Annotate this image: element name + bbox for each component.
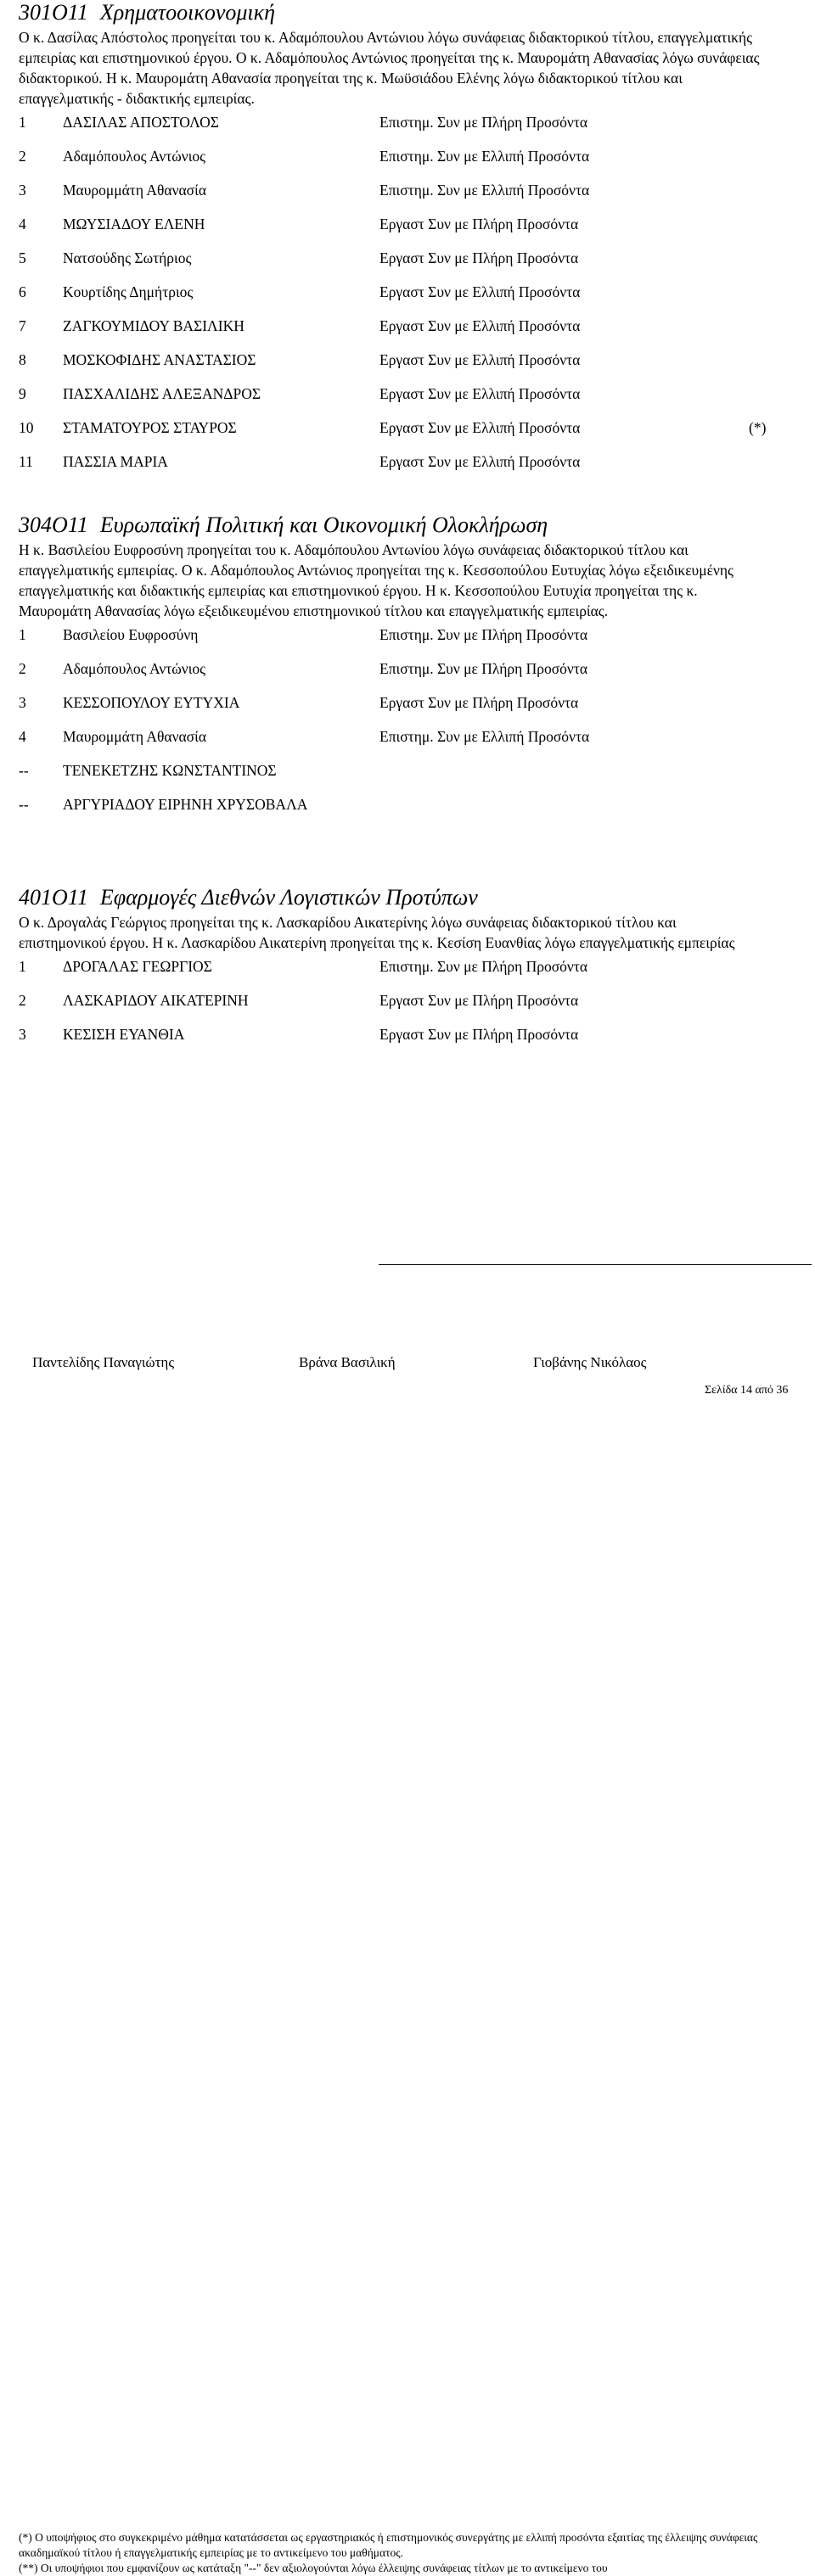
candidate-name: ΛΑΣΚΑΡΙΔΟΥ ΑΙΚΑΤΕΡΙΝΗ (63, 992, 249, 1009)
footnote-double-asterisk: (**) Οι υποψήφιοι που εμφανίζουν ως κατάταξη "--" δεν αξιολογούνται λόγω έλλειψης συνάφειας τίτλων με το αντικείμενο του (19, 2562, 608, 2574)
rank-number: 1 (19, 114, 26, 131)
course-code: 401Ο11 (19, 885, 88, 910)
ranking-row (19, 726, 766, 760)
ranking-row (19, 384, 766, 417)
candidate-status: Επιστημ. Συν με Ελλιπή Προσόντα (379, 182, 590, 199)
rank-number: 1 (19, 958, 26, 975)
candidate-status: Εργαστ Συν με Ελλιπή Προσόντα (379, 419, 581, 436)
ranking-row (19, 956, 766, 990)
rank-number: 5 (19, 249, 26, 266)
candidate-status: Εργαστ Συν με Πλήρη Προσόντα (379, 694, 579, 711)
candidate-name: Μαυρομμάτη Αθανασία (63, 728, 206, 745)
candidate-status: Εργαστ Συν με Ελλιπή Προσόντα (379, 317, 581, 334)
ranking-row (19, 451, 766, 485)
candidate-status: Εργαστ Συν με Πλήρη Προσόντα (379, 1026, 579, 1043)
candidate-status: Εργαστ Συν με Πλήρη Προσόντα (379, 216, 579, 232)
rank-number: 7 (19, 317, 26, 334)
ranking-justification: Η κ. Βασιλείου Ευφροσύνη προηγείται του κ. Αδαμόπουλου Αντωνίου λόγω συνάφειας διδακτορικού τίτλου και επαγγελματικής εμπειρίας. Ο κ. Αδαμόπουλος Αντώνιος προηγείται της κ. Κεσσοπούλου Ευτυχίας λόγω εξειδικευμένης επαγγελματικής και διδακτικής εμπειρίας και επιστημονικού έργου. Η κ. Κεσσοπούλου Ευτυχία προηγείται της κ. Μαυρομάτη Αθανασίας λόγω εξειδικευμένου επιστημονικού τίτλου και επαγγελματικής εμπειρίας. (19, 541, 734, 619)
candidate-name: Κουρτίδης Δημήτριος (63, 283, 194, 300)
rank-number: 1 (19, 626, 26, 643)
ranking-row (19, 248, 766, 282)
ranking-row (19, 350, 766, 384)
candidate-status: Επιστημ. Συν με Πλήρη Προσόντα (379, 958, 588, 975)
signatory-name: Βράνα Βασιλική (299, 1354, 396, 1370)
candidate-name: Μαυρομμάτη Αθανασία (63, 182, 206, 199)
section-401o11 (19, 885, 766, 1058)
course-title: Εφαρμογές Διεθνών Λογιστικών Προτύπων (99, 885, 478, 910)
ranking-row (19, 417, 766, 451)
footnote-divider (379, 1264, 812, 1265)
candidate-name: Βασιλείου Ευφροσύνη (63, 626, 199, 643)
candidate-name: ΠΑΣΧΑΛΙΔΗΣ ΑΛΕΞΑΝΔΡΟΣ (63, 385, 261, 402)
course-title: Ευρωπαϊκή Πολιτική και Οικονομική Ολοκλήρωση (99, 512, 548, 537)
ranking-row (19, 214, 766, 248)
rank-number: 4 (19, 216, 26, 232)
ranking-row (19, 180, 766, 214)
rank-number: 2 (19, 660, 26, 677)
candidate-name: ΔΑΣΙΛΑΣ ΑΠΟΣΤΟΛΟΣ (63, 114, 219, 131)
ranking-row (19, 1024, 766, 1058)
rank-number: 9 (19, 385, 26, 402)
rank-number: 8 (19, 351, 26, 368)
candidate-status: Επιστημ. Συν με Ελλιπή Προσόντα (379, 148, 590, 165)
candidate-name: Νατσούδης Σωτήριος (63, 249, 192, 266)
candidate-status: Εργαστ Συν με Ελλιπή Προσόντα (379, 453, 581, 470)
course-code: 301Ο11 (19, 0, 88, 25)
ranking-list (19, 112, 766, 485)
candidate-status: Εργαστ Συν με Ελλιπή Προσόντα (379, 351, 581, 368)
ranking-row (19, 658, 766, 692)
rank-number: -- (19, 762, 29, 779)
rank-number: 2 (19, 992, 26, 1009)
ranking-list (19, 956, 766, 1058)
signatory-name: Γιοβάνης Νικόλαος (533, 1354, 647, 1370)
candidate-name: ΜΟΣΚΟΦΙΔΗΣ ΑΝΑΣΤΑΣΙΟΣ (63, 351, 256, 368)
course-code: 304Ο11 (19, 512, 88, 537)
candidate-name: ΚΕΣΣΟΠΟΥΛΟΥ ΕΥΤΥΧΙΑ (63, 694, 240, 711)
candidate-name: Αδαμόπουλος Αντώνιος (63, 148, 206, 165)
rank-number: 10 (19, 419, 34, 436)
candidate-name: ΖΑΓΚΟΥΜΙΔΟΥ ΒΑΣΙΛΙΚΗ (63, 317, 244, 334)
candidate-status: Εργαστ Συν με Πλήρη Προσόντα (379, 249, 579, 266)
ranking-row (19, 282, 766, 316)
section-title (19, 0, 766, 25)
candidate-name: ΔΡΟΓΑΛΑΣ ΓΕΩΡΓΙΟΣ (63, 958, 212, 975)
ranking-row (19, 316, 766, 350)
rank-number: 4 (19, 728, 26, 745)
course-title: Χρηματοοικονομική (99, 0, 276, 25)
candidate-status: Επιστημ. Συν με Πλήρη Προσόντα (379, 114, 588, 131)
ranking-row (19, 112, 766, 146)
ranking-justification: Ο κ. Δρογαλάς Γεώργιος προηγείται της κ. Λασκαρίδου Αικατερίνης λόγω συνάφειας διδακτορικού τίτλου και επιστημονικού έργου. Η κ. Λασκαρίδου Αικατερίνη προηγείται της κ. Κεσίση Ευανθίας λόγω επαγγελματικής εμπειρίας (19, 914, 735, 951)
ranking-list (19, 624, 766, 828)
ranking-row (19, 146, 766, 180)
candidate-name: ΜΩΥΣΙΑΔΟΥ ΕΛΕΝΗ (63, 216, 205, 232)
rank-number: 3 (19, 1026, 26, 1043)
section-title (19, 885, 766, 910)
footnote-single-asterisk: (*) Ο υποψήφιος στο συγκεκριμένο μάθημα κατατάσσεται ως εργαστηριακός ή επιστημονικός συνεργάτης με ελλιπή προσόντα εξαιτίας της έλλειψης συνάφειας ακαδημαϊκού τίτλου ή επαγγελματικής εμπειρίας με το αντικείμενο του μαθήματος. (19, 2531, 758, 2559)
rank-number: 6 (19, 283, 26, 300)
section-title (19, 512, 766, 538)
candidate-status: Επιστημ. Συν με Πλήρη Προσόντα (379, 626, 588, 643)
candidate-status: Επιστημ. Συν με Πλήρη Προσόντα (379, 660, 588, 677)
ranking-row (19, 760, 766, 794)
candidate-name: ΚΕΣΙΣΗ ΕΥΑΝΘΙΑ (63, 1026, 185, 1043)
candidate-name: ΑΡΓΥΡΙΑΔΟΥ ΕΙΡΗΝΗ ΧΡΥΣΟΒΑΛΑ (63, 796, 308, 813)
footnote-marker: (*) (749, 419, 767, 436)
candidate-name: ΤΕΝΕΚΕΤΖΗΣ ΚΩΝΣΤΑΝΤΙΝΟΣ (63, 762, 277, 779)
ranking-justification: Ο κ. Δασίλας Απόστολος προηγείται του κ. Αδαμόπουλου Αντώνιου λόγω συνάφειας διδακτορικού τίτλου, επαγγελματικής εμπειρίας και επιστημονικού έργου. Ο κ. Αδαμόπουλος Αντώνιος προηγείται της κ. Μαυρομάτη Αθανασίας λόγω συνάφειας διδακτορικού. Η κ. Μαυρομάτη Αθανασία προηγείται της κ. Μωϋσιάδου Ελένης λόγω διδακτορικού τίτλου και επαγγελματικής - διδακτικής εμπειρίας. (19, 29, 760, 107)
signatory-name: Παντελίδης Παναγιώτης (32, 1354, 175, 1370)
candidate-status: Επιστημ. Συν με Ελλιπή Προσόντα (379, 728, 590, 745)
ranking-row (19, 990, 766, 1024)
rank-number: 11 (19, 453, 33, 470)
candidate-status: Εργαστ Συν με Ελλιπή Προσόντα (379, 283, 581, 300)
candidate-status: Εργαστ Συν με Πλήρη Προσόντα (379, 992, 579, 1009)
rank-number: 3 (19, 182, 26, 199)
ranking-row (19, 624, 766, 658)
section-301o11 (19, 0, 766, 485)
ranking-row (19, 794, 766, 828)
rank-number: -- (19, 796, 29, 813)
rank-number: 2 (19, 148, 26, 165)
section-304o11 (19, 512, 766, 828)
candidate-name: Αδαμόπουλος Αντώνιος (63, 660, 206, 677)
candidate-name: ΠΑΣΣΙΑ ΜΑΡΙΑ (63, 453, 168, 470)
page-number: Σελίδα 14 από 36 (705, 1384, 789, 1397)
ranking-row (19, 692, 766, 726)
rank-number: 3 (19, 694, 26, 711)
candidate-status: Εργαστ Συν με Ελλιπή Προσόντα (379, 385, 581, 402)
candidate-name: ΣΤΑΜΑΤΟΥΡΟΣ ΣΤΑΥΡΟΣ (63, 419, 237, 436)
